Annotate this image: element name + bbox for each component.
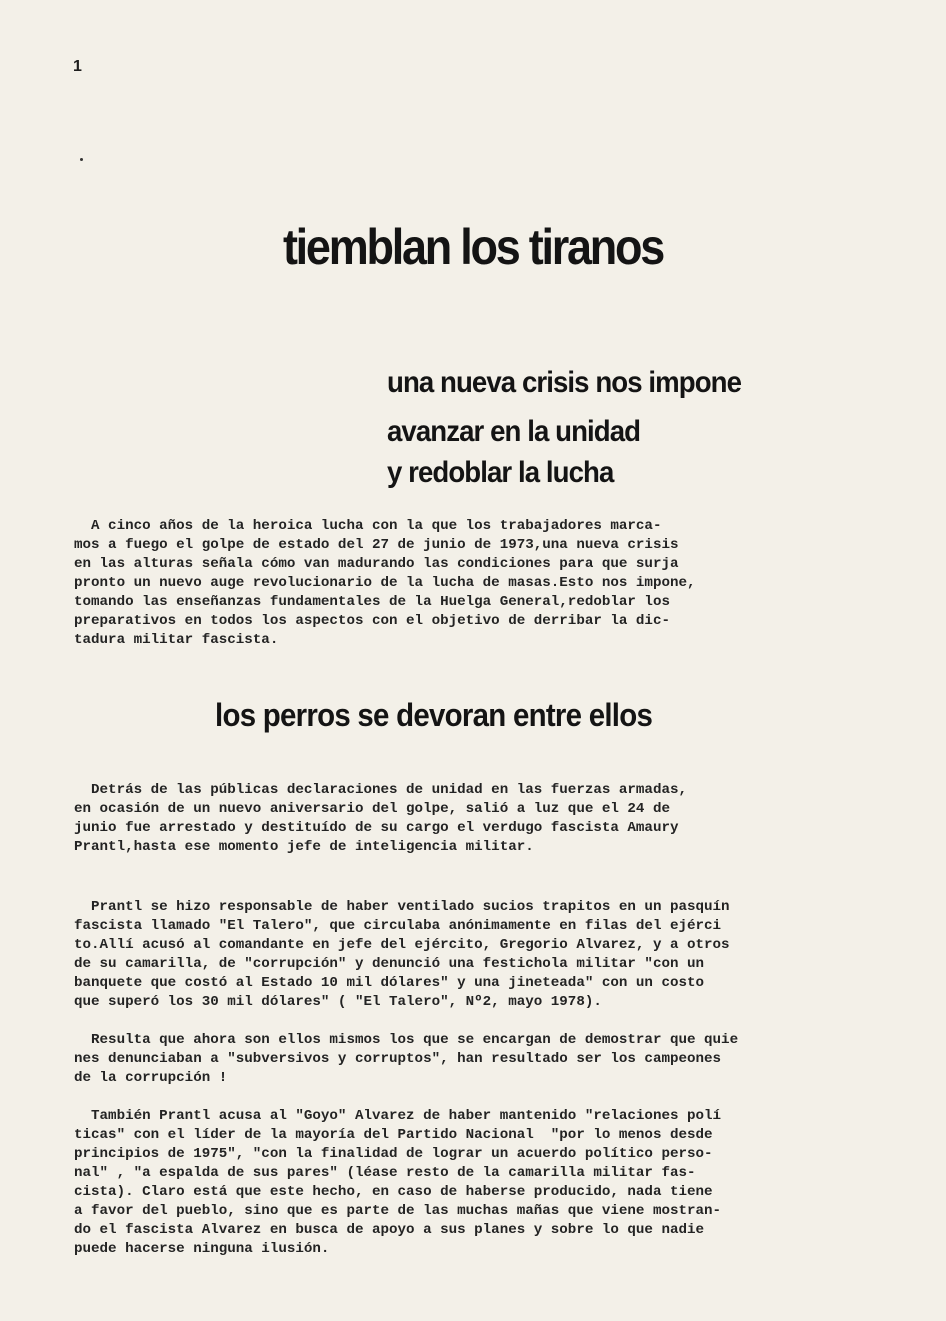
subheadline-line-3: y redoblar la lucha xyxy=(387,456,614,489)
page-headline: tiemblan los tiranos xyxy=(282,219,664,275)
subheadline-line-2: avanzar en la unidad xyxy=(387,415,641,448)
body-paragraph-1: Detrás de las públicas declaraciones de unidad en las fuerzas armadas, en ocasión de un nuevo aniversario del golpe, salió a luz que el 24 de junio fue arrestado y destituído de su cargo el verdugo fascista Amaury Prantl,hasta ese momento jefe de inteligencia militar. xyxy=(74,782,687,855)
body-paragraph-2: Prantl se hizo responsable de haber ventilado sucios trapitos en un pasquín fascista llamado "El Talero", que circulaba anónimamente en filas del ejérci to.Allí acusó al comandante en jefe del ejército, Gregorio Alvarez, y a otros de su camarilla, de "corrupción" y denunció una festichola militar "con un banquete que costó al Estado 10 mil dólares" y una jineteada" con un costo que superó los 30 mil dólares" ( "El Talero", Nº2, mayo 1978). xyxy=(74,899,730,1010)
intro-paragraph: A cinco años de la heroica lucha con la que los trabajadores marca- mos a fuego el golpe de estado del 27 de junio de 1973,una nueva crisis en las alturas señala cómo van madurando las condiciones para que surja pronto un nuevo auge revolucionario de la lucha de masas.Esto nos impone, tomando las enseñanzas fundamentales de la Huelga General,redoblar los preparativos en todos los aspectos con el objetivo de derribar la dic- tadura militar fascista. xyxy=(74,518,696,648)
section-title: los perros se devoran entre ellos xyxy=(215,697,653,733)
ink-speck xyxy=(80,158,83,161)
subheadline-line-1: una nueva crisis nos impone xyxy=(387,366,742,399)
body-paragraph-4: También Prantl acusa al "Goyo" Alvarez de haber mantenido "relaciones polí ticas" con el líder de la mayoría del Partido Nacional "por lo menos desde principios de 1975", "con la finalidad de lograr un acuerdo político perso- nal" , "a espalda de sus pares" (léase resto de la camarilla militar fas- cista). Claro está que este hecho, en caso de haberse producido, nada tiene a favor del pueblo, sino que es parte de las muchas mañas que viene mostran- do el fascista Alvarez en busca de apoyo a sus planes y sobre lo que nadie puede hacerse ninguna ilusión. xyxy=(74,1108,722,1257)
body-paragraph-3: Resulta que ahora son ellos mismos los que se encargan de demostrar que quie nes denunciaban a "subversivos y corruptos", han resultado ser los campeones de la corrupción ! xyxy=(74,1032,739,1086)
page-number: 1 xyxy=(73,58,82,75)
